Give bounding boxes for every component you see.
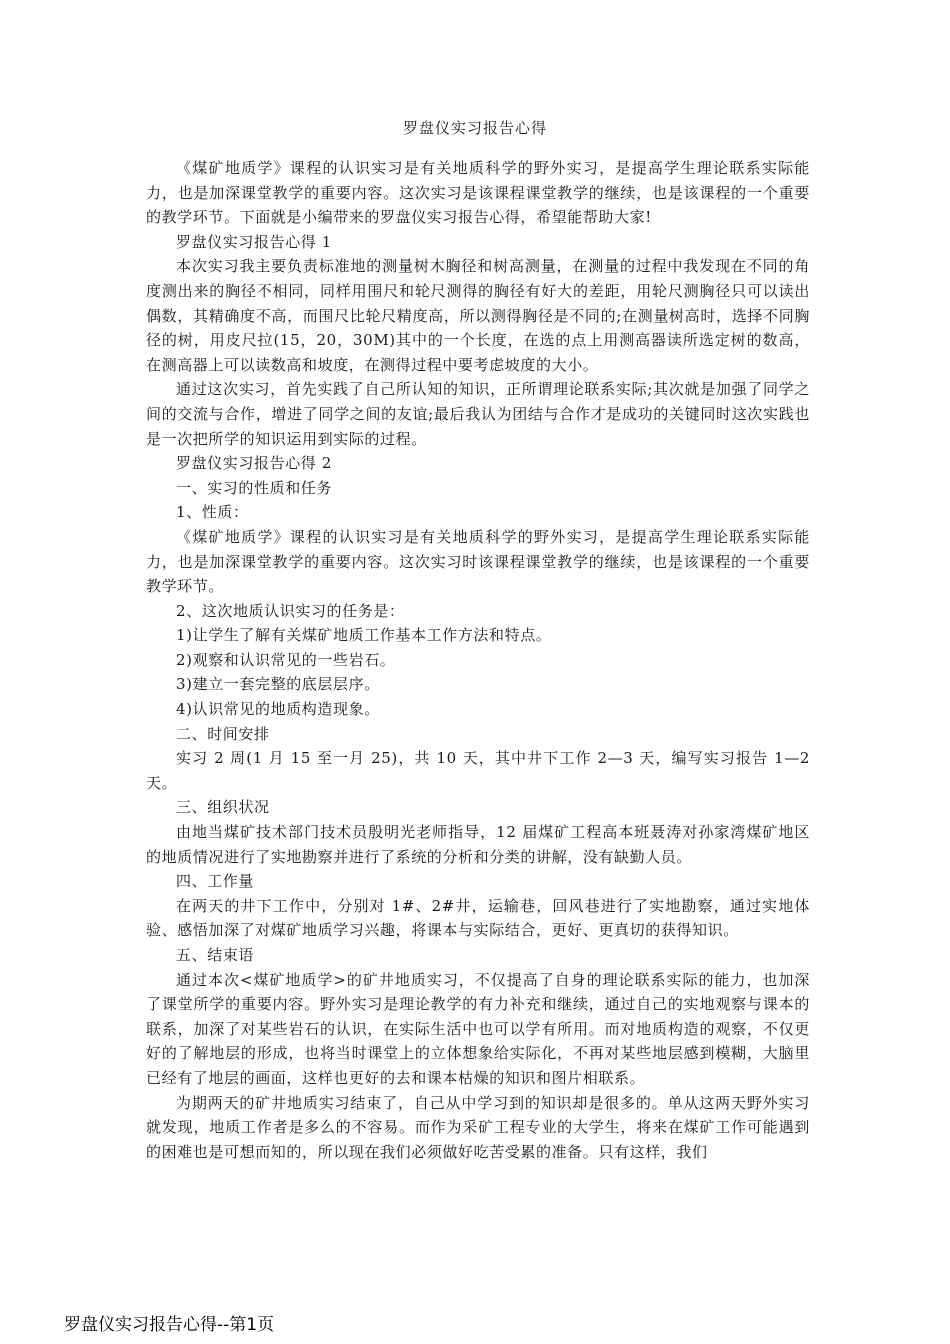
list-item: 3)建立一套完整的底层层序。 [176, 675, 380, 694]
subheading: 2、这次地质认识实习的任务是： [176, 601, 405, 620]
paragraph: 通过这次实习，首先实践了自己所认知的知识，正所谓理论联系实际;其次就是加强了同学之间的交流与合作，增进了同学之间的友谊;最后我认为团结与合作才是成功的关键同时这次实践也是一次把所学的知识运用到实际的过程。 [146, 380, 810, 448]
intro-paragraph: 《煤矿地质学》课程的认识实习是有关地质科学的野外实习，是提高学生理论联系实际能力，也是加深课堂教学的重要内容。这次实习是该课程课堂教学的继续，也是该课程的一个重要的教学环节。下面就是小编带来的罗盘仪实习报告心得，希望能帮助大家! [146, 159, 810, 227]
page-footer: 罗盘仪实习报告心得--第1页 [64, 1315, 275, 1335]
list-item: 2)观察和认识常见的一些岩石。 [176, 650, 396, 669]
paragraph: 通过本次<煤矿地质学>的矿井地质实习，不仅提高了自身的理论联系实际的能力，也加深了课堂所学的重要内容。野外实习是理论教学的有力补充和继续，通过自己的实地观察与课本的联系，加深了对某些岩石的认识，在实际生活中也可以学有所用。而对地质构造的观察，不仅更好的了解地层的形成，也将当时课堂上的立体想象给实际化，不再对某些地层感到模糊，大脑里已经有了地层的画面，这样也更好的去和课本枯燥的知识和图片相联系。 [146, 970, 810, 1087]
subheading: 四、工作量 [176, 872, 255, 891]
section-heading-2: 罗盘仪实习报告心得 2 [176, 454, 332, 473]
subheading: 三、组织状况 [176, 798, 270, 817]
document-body [146, 156, 810, 1164]
paragraph: 《煤矿地质学》课程的认识实习是有关地质科学的野外实习，是提高学生理论联系实际能力，也是加深课堂教学的重要内容。这次实习时该课程课堂教学的继续，也是该课程的一个重要教学环节。 [146, 527, 810, 596]
paragraph: 为期两天的矿井地质实习结束了，自己从中学习到的知识却是很多的。单从这两天野外实习就发现，地质工作者是多么的不容易。而作为采矿工程专业的大学生，将来在煤矿工作可能遇到的困难也是可想而知的，所以现在我们必须做好吃苦受累的准备。只有这样，我们 [146, 1093, 810, 1161]
paragraph: 在两天的井下工作中，分别对 1#、2#井，运输巷，回风巷进行了实地勘察，通过实地体验、感悟加深了对煤矿地质学习兴趣，将课本与实际结合，更好、更真切的获得知识。 [146, 896, 810, 940]
subheading: 一、实习的性质和任务 [176, 478, 333, 497]
document-title: 罗盘仪实习报告心得 [402, 119, 547, 137]
section-heading-1: 罗盘仪实习报告心得 1 [176, 232, 332, 251]
paragraph: 本次实习我主要负责标准地的测量树木胸径和树高测量，在测量的过程中我发现在不同的角度测出来的胸径不相同，同样用围尺和轮尺测得的胸径有好大的差距，用轮尺测胸径只可以读出偶数，其精确度不高，而围尺比轮尺精度高，所以测得胸径是不同的;在测量树高时，选择不同胸径的树，用皮尺拉(15，20，30M)其中的一个长度，在选的点上用测高器读所选定树的数高，在测高器上可以读数高和坡度，在测得过程中要考虑坡度的大小。 [146, 257, 810, 374]
paragraph: 实习 2 周(1 月 15 至一月 25)，共 10 天，其中井下工作 2—3 天，编写实习报告 1—2 天。 [146, 749, 810, 792]
list-item: 4)认识常见的地质构造现象。 [176, 700, 380, 719]
subheading: 五、结束语 [176, 946, 255, 964]
subheading: 二、时间安排 [176, 724, 270, 743]
paragraph: 由地当煤矿技术部门技术员殷明光老师指导，12 届煤矿工程高本班聂涛对孙家湾煤矿地区的地质情况进行了实地勘察并进行了系统的分析和分类的讲解，没有缺勤人员。 [146, 823, 810, 866]
list-item: 1)让学生了解有关煤矿地质工作基本工作方法和特点。 [176, 626, 552, 645]
subheading: 1、性质： [176, 503, 249, 522]
